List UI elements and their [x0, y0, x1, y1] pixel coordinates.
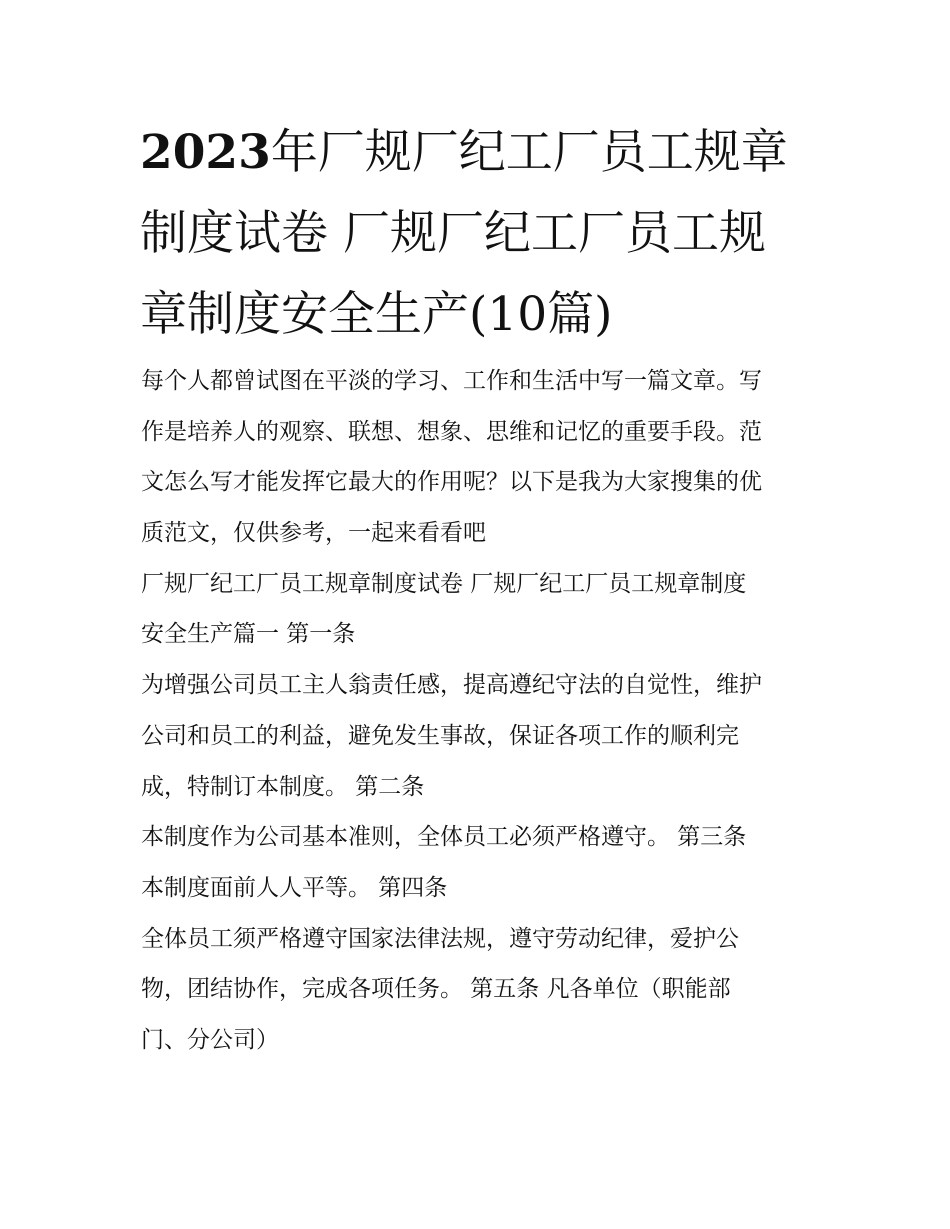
body-line-6: 安全生产篇一 第一条	[141, 621, 356, 648]
body-line-8: 公司和员工的利益，避免发生事故，保证各项工作的顺利完	[141, 722, 739, 749]
body-line-10: 本制度作为公司基本准则，全体员工必须严格遵守。 第三条	[141, 824, 747, 851]
body-line-2: 作是培养人的观察、联想、想象、思维和记忆的重要手段。范	[141, 418, 762, 445]
body-line-9: 成，特制订本制度。 第二条	[141, 773, 425, 800]
document-body	[141, 356, 821, 1066]
body-line-5: 厂规厂纪工厂员工规章制度试卷 厂规厂纪工厂员工规章制度	[141, 570, 747, 597]
body-line-11: 本制度面前人人平等。 第四条	[141, 874, 448, 901]
body-line-7: 为增强公司员工主人翁责任感，提高遵纪守法的自觉性，维护	[141, 672, 762, 699]
body-line-12: 全体员工须严格遵守国家法律法规，遵守劳动纪律，爱护公	[141, 925, 739, 952]
body-line-3: 文怎么写才能发挥它最大的作用呢？以下是我为大家搜集的优	[141, 469, 762, 496]
document-title	[140, 112, 815, 355]
title-line-1-rest: 年厂规厂纪工厂员工规章	[270, 125, 788, 180]
body-line-14: 门、分公司）	[141, 1026, 279, 1053]
body-line-13: 物，团结协作，完成各项任务。 第五条 凡各单位（职能部	[141, 976, 731, 1003]
title-line-2: 制度试卷 厂规厂纪工厂员工规	[140, 206, 766, 261]
title-year: 2023	[140, 125, 271, 180]
title-line-1	[140, 112, 815, 193]
title-line-3: 章制度安全生产(10篇)	[140, 287, 613, 342]
body-line-1: 每个人都曾试图在平淡的学习、工作和生活中写一篇文章。写	[141, 368, 762, 394]
body-line-4: 质范文，仅供参考，一起来看看吧	[141, 520, 486, 547]
